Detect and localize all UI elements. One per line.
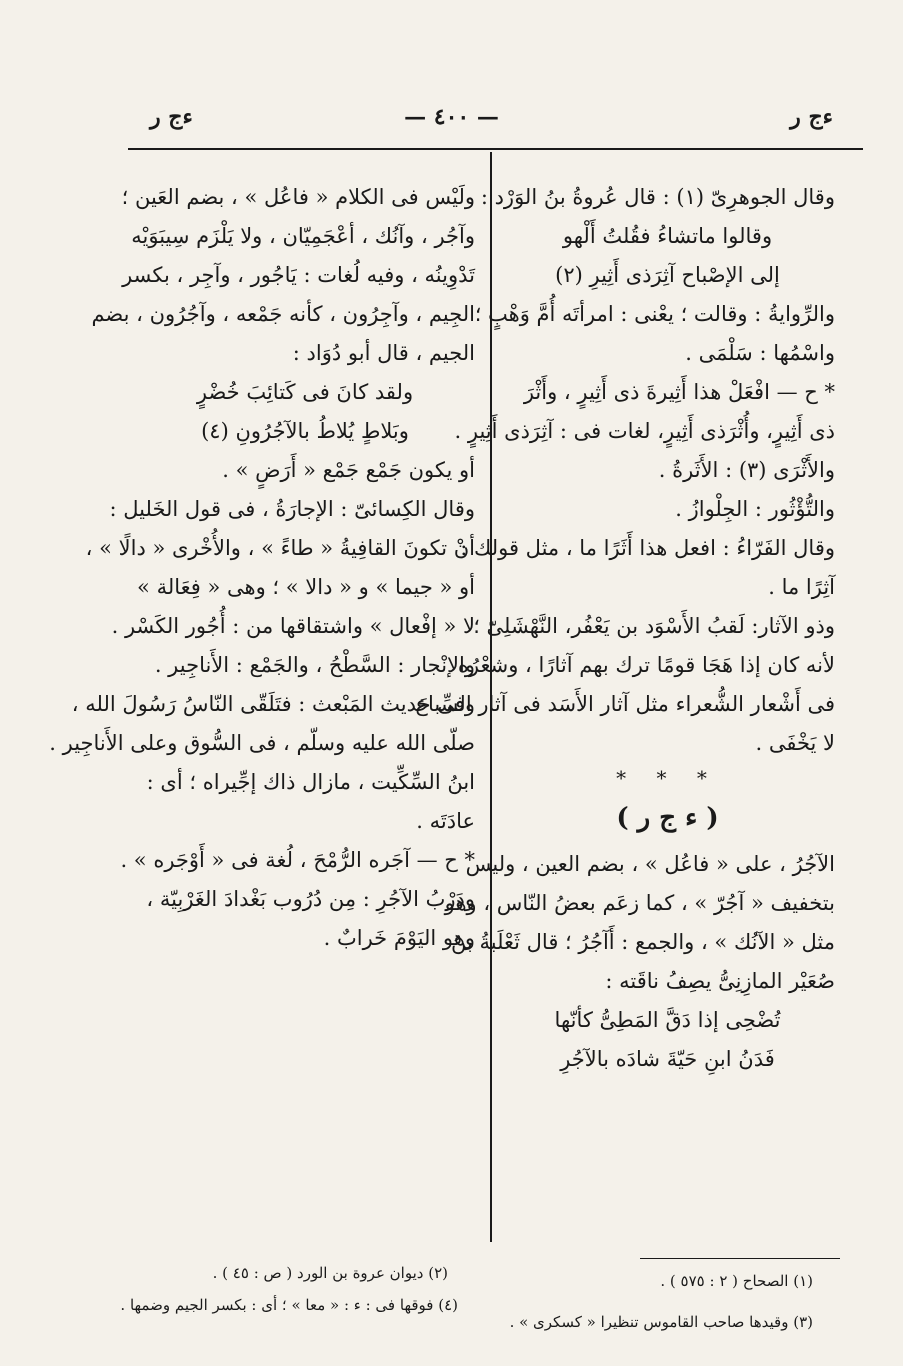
text-line: آثِرًا ما . (768, 575, 835, 599)
verse-line: ولقد كانَ فى كَتائِبَ خُضْرٍ (196, 380, 414, 404)
text-line: وآجُر ، وآنُك ، أعْجَمِيّان ، ولا يَلْزَم سِيبَوَيْه (131, 224, 475, 248)
text-line: لا يَخْفَى . (755, 731, 835, 755)
text-line: ودَرْبُ الآجُرِ : مِن دُرُوب بَغْدادَ الغَرْبِيّة ، (146, 887, 475, 911)
text-line: ابنُ السِّكِّيت ، مازال ذاك إجِّيراه ؛ أى : (146, 770, 475, 794)
text-line: الجيم ، قال أبو دُوَاد : (292, 341, 475, 365)
text-line: وقال الجوهرِىّ (١) : قال عُروةُ بنُ الوَرْد : (480, 185, 835, 209)
verse-line: إلى الإصْباح آثِرَذى أَثِيرِ (٢) (555, 263, 780, 287)
text-line: والأَثْرَى (٣) : الأَثَرةُ . (658, 458, 835, 482)
text-line: صلّى الله عليه وسلّم ، فى السُّوق وعلى الأَناجِير . (49, 731, 475, 755)
text-line: ذى أَثِيرٍ، وأُثْرَذى أَثِيرٍ، لغات فى : آثِرَذى أَثِيرٍ . (454, 419, 835, 443)
text-line: مثل « الآنُك » ، والجمع : أَآجُرُ ؛ قال ثَعْلَبةُ بنُ (450, 930, 835, 954)
text-line: وذو الآثار: لَقبُ الأَسْوَد بن يَعْفُر، النَّهْشَلِىّ ؛ (473, 614, 835, 638)
text-line: واسْمُها : سَلْمَى . (685, 341, 835, 365)
text-line: أو يكون جَمْع جَمْع « أَرَضٍ » . (222, 458, 475, 482)
text-line: تَدْوِينُه ، وفيه لُغات : يَاجُور ، وآجِر ، بكسر (122, 263, 475, 287)
text-line: * ح — افْعَلْ هذا أَثِيرةَ ذى أَثِيرٍ ، وأَثْرَ (523, 380, 835, 404)
header-root-right: ءج ر (790, 104, 833, 130)
text-line: وقال الكِسائىّ : الإجارَةُ ، فى قول الخَليل : (109, 497, 475, 521)
footnote: (٢) ديوان عروة بن الورد ( ص : ٤٥ ) . (212, 1264, 448, 1282)
footnote: (١) الصحاح ( ٢ : ٥٧٥ ) . (660, 1272, 813, 1290)
text-line: بتخفيف « آجُرّ » ، كما زعَم بعضُ النّاس ، وهو (444, 891, 835, 915)
text-line: صُعَيْر المازِنِىُّ يصِفُ ناقَته : (605, 969, 835, 993)
verse-line: تُضْحِى إذا دَقَّ المَطِىُّ كأنّها (554, 1008, 781, 1032)
left-column (49, 178, 475, 958)
text-line: لأنه كان إذا هَجَا قومًا ترك بهم آثارًا ، وشعْرُه (457, 653, 835, 677)
header-rule (128, 148, 863, 150)
footnote-rule (640, 1258, 840, 1259)
page-number: — ٤٠٠ — (404, 104, 499, 130)
text-line: * ح — آجَره الرُّمْحَ ، لُغة فى « أَوْجَره » . (120, 848, 475, 872)
text-line: أو « جيما » و « دالا » ؛ وهى « فِعَالة » (137, 575, 475, 599)
text-line: الآجُرُ ، على « فاعُل » ، بضم العين ، وليس (465, 852, 835, 876)
text-line: ولَيْس فى الكلام « فاعُل » ، بضم العَين ؛ (121, 185, 475, 209)
footnote: (٣) وقيدها صاحب القاموس تنظيرا « كسكرى » . (509, 1313, 813, 1331)
verse-line: وقالوا ماتشاءُ فقُلتُ أَلْهو (562, 224, 773, 248)
verse-line: وبَلاطٍ يُلاطُ بالآجُرُونِ (٤) (201, 419, 409, 443)
text-line: أنْ تكونَ القافِيةُ « طاءً » ، والأُخْرى « دالًا » ، (85, 536, 475, 560)
text-line: وقال الفَرّاءُ : افعل هذا أَثَرًا ما ، مثل قولك : (460, 536, 835, 560)
section-heading: ( ء ج ر ) (616, 803, 719, 833)
text-line: فى أَشْعار الشُّعراء مثل آثار الأَسَد فى آثار السِّباع (415, 692, 835, 716)
verse-line: فَدَنُ ابنِ حَيّةَ شادَه بالآجُرِ (560, 1047, 775, 1071)
text-line: والإنْجار : السَّطْحُ ، والجَمْع : الأَناجِير . (154, 653, 475, 677)
text-line: الجِيم ، وآجِرُون ، كأنه جَمْعه ، وآجُرُون ، بضم (91, 302, 475, 326)
section-stars: * * * (616, 766, 719, 790)
text-line: وهو اليَوْمَ خَرابٌ . (323, 926, 475, 950)
header-root-left: ءج ر (150, 104, 193, 130)
text-line: عادَتَه . (416, 809, 475, 833)
text-line: لا « إفْعال » واشتقاقها من : أُجُور الكَسْر . (111, 614, 475, 638)
footnote: (٤) فوقها فى : ء : « معا » ؛ أى : بكسر الجيم وضمها . (120, 1296, 458, 1314)
text-line: والتُّؤْثُور : الجِلْوازُ . (675, 497, 835, 521)
text-line: والرِّوايةُ : وقالت ؛ يعْنى : امرأتَه أُمَّ وَهْبٍ ؛ (474, 302, 835, 326)
text-line: وفى حَديث المَبْعث : فتَلَقّى النّاسُ رَسُولَ الله ، (71, 692, 475, 716)
